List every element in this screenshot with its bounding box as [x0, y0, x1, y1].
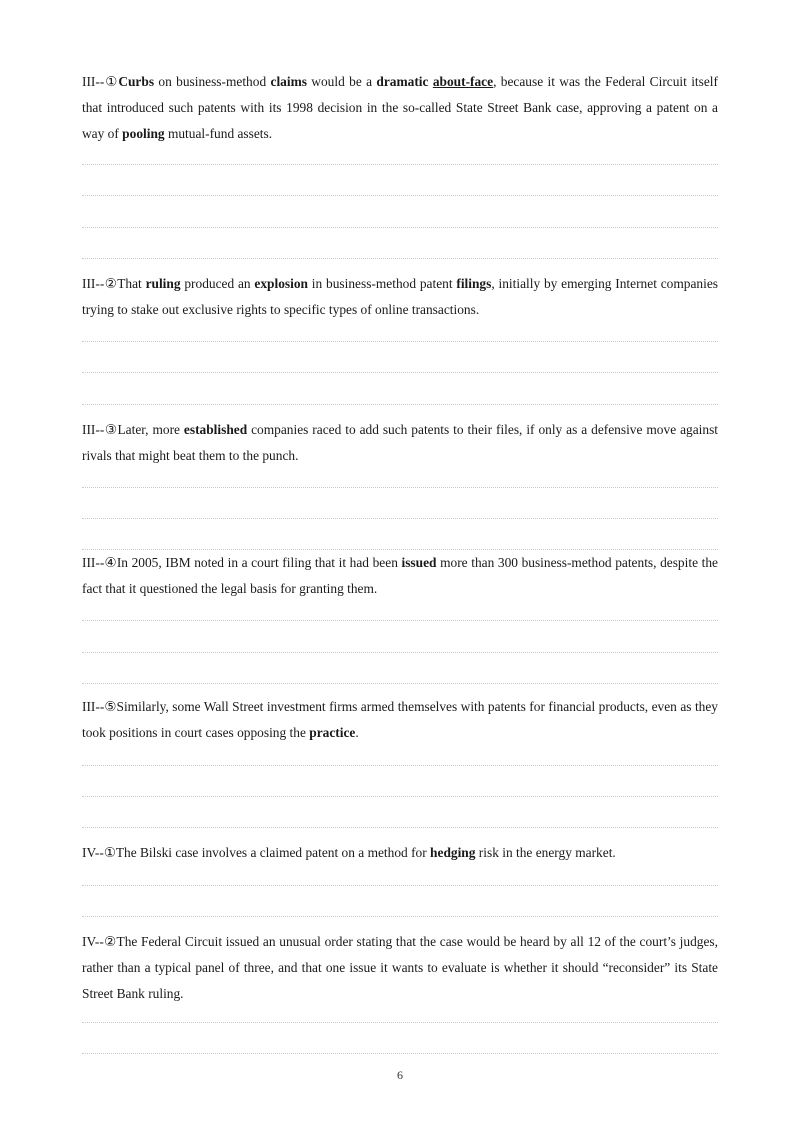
emphasized-term: hedging: [430, 845, 476, 860]
text-run: , initially by emerging Internet companies trying to stake out exclusive rights to specific types of online transactions.: [82, 276, 718, 317]
paragraph-III-5: [82, 694, 718, 746]
emphasized-term: dramatic: [376, 74, 429, 89]
text-run: IV--①The Bilski case involves a claimed patent on a method for: [82, 845, 431, 860]
answer-line: [82, 164, 718, 165]
text-run: III--①: [82, 74, 119, 89]
text-run: would be a: [306, 74, 377, 89]
page-number: 6: [397, 1068, 403, 1082]
emphasized-term: filings: [456, 276, 492, 291]
paragraph-III-1: [82, 69, 718, 147]
answer-line: [82, 1053, 718, 1054]
answer-line: [82, 372, 718, 373]
answer-line: [82, 765, 718, 766]
text-run: more than 300 business-method patents, despite the fact that it questioned the legal basis for granting them.: [82, 555, 718, 596]
emphasized-term: issued: [401, 555, 437, 570]
emphasized-term: explosion: [254, 276, 308, 291]
answer-line: [82, 341, 718, 342]
answer-line: [82, 683, 718, 684]
emphasized-term: pooling: [122, 126, 165, 141]
answer-line: [82, 652, 718, 653]
text-run: produced an: [180, 276, 255, 291]
emphasized-term: Curbs: [118, 74, 155, 89]
text-run: risk in the energy market.: [475, 845, 616, 860]
text-run: mutual-fund assets.: [164, 126, 273, 141]
answer-line: [82, 796, 718, 797]
answer-line: [82, 487, 718, 488]
answer-line: [82, 258, 718, 259]
paragraph-III-2: [82, 271, 718, 323]
paragraph-III-3: [82, 417, 718, 469]
answer-line: [82, 518, 718, 519]
text-run: III--②That: [82, 276, 146, 291]
answer-line: [82, 885, 718, 886]
answer-line: [82, 916, 718, 917]
emphasized-term: ruling: [145, 276, 181, 291]
paragraph-IV-1: [82, 840, 718, 866]
text-run: IV--②The Federal Circuit issued an unusual order stating that the case would be heard by all 12 of the court’s judges, rather than a typical panel of three, and that one issue it wants to evaluate is whether it should “reconsider” its State Street Bank ruling.: [82, 934, 718, 1001]
answer-line: [82, 227, 718, 228]
text-run: in business-method patent: [308, 276, 457, 291]
answer-line: [82, 620, 718, 621]
answer-line: [82, 1022, 718, 1023]
text-run: III--④In 2005, IBM noted in a court filing that it had been: [82, 555, 402, 570]
text-run: III--⑤Similarly, some Wall Street investment firms armed themselves with patents for financial products, even as they took positions in court cases opposing the: [82, 699, 718, 740]
text-run: .: [355, 725, 359, 740]
paragraph-IV-2: [82, 929, 718, 1007]
answer-line: [82, 827, 718, 828]
text-run: , because it was the Federal Circuit itself that introduced such patents with its 1998 decision in the so-called State Street Bank case, approving a patent on a way of: [82, 74, 718, 141]
text-run: III--③Later, more: [82, 422, 184, 437]
text-run: companies raced to add such patents to their files, if only as a defensive move against rivals that might beat them to the punch.: [82, 422, 718, 463]
paragraph-III-4: [82, 550, 718, 602]
emphasized-term: about-face: [432, 74, 494, 89]
emphasized-term: practice: [309, 725, 356, 740]
answer-line: [82, 404, 718, 405]
answer-line: [82, 195, 718, 196]
text-run: on business-method: [154, 74, 271, 89]
emphasized-term: claims: [270, 74, 307, 89]
emphasized-term: established: [183, 422, 248, 437]
